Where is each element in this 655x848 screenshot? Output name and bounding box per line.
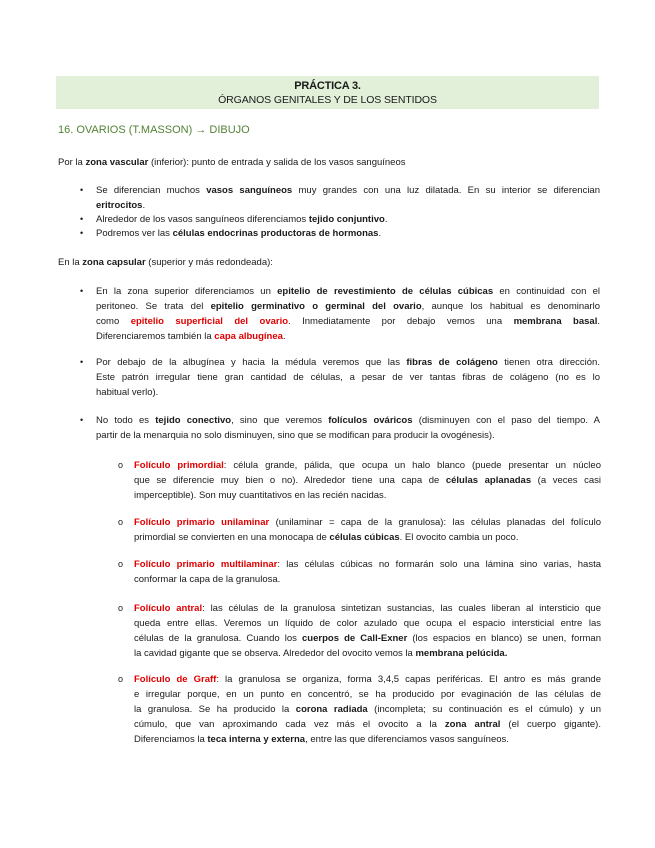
- circle-bullet-icon: o: [118, 460, 124, 470]
- circle-bullet-icon: o: [118, 674, 124, 684]
- circle-bullet-icon: o: [118, 603, 124, 613]
- list-item: o Folículo antral: las células de la granulosa sintetizan sustancias, las cuales liberan al intersticio que queda entre ellas. Veremos un líquido de color azulado que ocupa el espacio intersticial entre las células de la granulosa. Cuando los cuerpos de Call-Exner (los espacios en blanco) se unen, forman la cavidad gigante que se observa. Alrededor del ovocito vemos la membrana pelúcida.: [118, 603, 601, 659]
- bullet-icon: •: [80, 415, 84, 425]
- bullet-icon: •: [80, 228, 84, 238]
- bullet-icon: •: [80, 185, 84, 195]
- list-item: • Alrededor de los vasos sanguíneos diferenciamos tejido conjuntivo.: [80, 214, 388, 225]
- list-item: • Se diferencian muchos vasos sanguíneos muy grandes con una luz dilatada. En su interior se diferencian eritrocitos.: [80, 185, 600, 211]
- circle-bullet-icon: o: [118, 517, 124, 527]
- bullet-icon: •: [80, 214, 84, 224]
- practice-subtitle: ÓRGANOS GENITALES Y DE LOS SENTIDOS: [218, 94, 437, 106]
- title-box: [56, 76, 599, 109]
- practice-title: PRÁCTICA 3.: [294, 80, 361, 92]
- list-item: o Folículo primordial: célula grande, pálida, que ocupa un halo blanco (puede presentar un núcleo que se diferencie muy bien o no). Alrededor tiene una capa de células aplanadas (a veces casi imperceptible). Son muy cuantitativos en las recién nacidas.: [118, 460, 601, 501]
- list-item: o Folículo de Graff: la granulosa se organiza, forma 3,4,5 capas periféricas. El antro es más grande e irregular porque, en un punto en concentró, se ha producido por evaginación de las células de la granulosa. Se ha producido la corona radiada (incompleta; su continuación es el cúmulo) y un cúmulo, que van aproximando cada vez más el ovocito a la zona antral (el cuerpo gigante). Diferenciamos la teca interna y externa, entre las que diferenciamos vasos sanguíneos.: [118, 674, 601, 745]
- list-item: • No todo es tejido conectivo, sino que veremos folículos ováricos (disminuyen con el paso del tiempo. A partir de la menarquia no solo disminuyen, sino que se modifican para producir la ovogénesis).: [80, 415, 600, 441]
- list-item: • En la zona superior diferenciamos un epitelio de revestimiento de células cúbicas en continuidad con el peritoneo. Se trata del epitelio germinativo o germinal del ovario, aunque los habitual es denominarlo como epitelio superficial del ovario. Inmediatamente por debajo vemos una membrana basal. Diferenciaremos también la capa albugínea.: [80, 286, 600, 342]
- list-item: o Folículo primario unilaminar (unilaminar = capa de la granulosa): las células planadas del folículo primordial se convierten en una monocapa de células cúbicas. El ovocito cambia un poco.: [118, 517, 601, 543]
- list-item: • Podremos ver las células endocrinas productoras de hormonas.: [80, 228, 382, 239]
- bullet-icon: •: [80, 286, 84, 296]
- vascular-intro: Por la zona vascular (inferior): punto de entrada y salida de los vasos sanguíneos: [58, 157, 406, 168]
- section-heading: 16. OVARIOS (T.MASSON) → DIBUJO: [58, 124, 250, 136]
- list-item: • Por debajo de la albugínea y hacia la médula veremos que las fibras de colágeno tienen otra dirección. Este patrón irregular tiene gran cantidad de células, a pesar de ver tantas fibras de colágeno (no es lo habitual verlo).: [80, 357, 600, 398]
- list-item: o Folículo primario multilaminar: las células cúbicas no formarán solo una lámina sino varias, hasta conformar la capa de la granulosa.: [118, 559, 601, 585]
- capsular-intro: En la zona capsular (superior y más redondeada):: [58, 257, 273, 268]
- circle-bullet-icon: o: [118, 559, 124, 569]
- bullet-icon: •: [80, 357, 84, 367]
